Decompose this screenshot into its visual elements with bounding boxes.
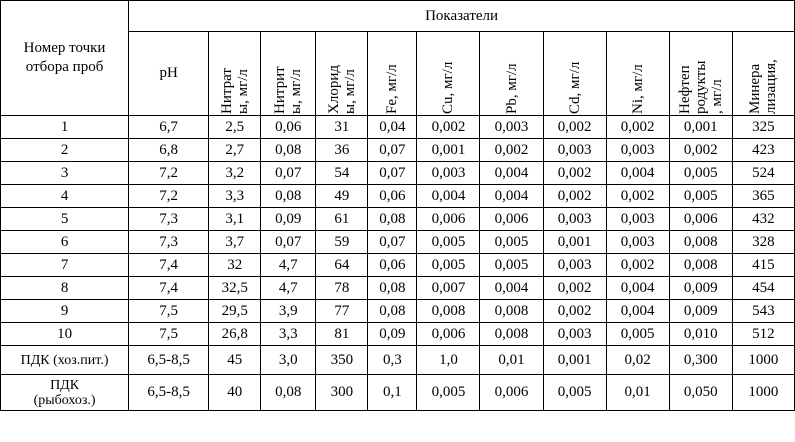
table-cell: 0,003 [417,162,480,185]
table-cell: 423 [732,139,794,162]
table-cell: 0,002 [417,116,480,139]
column-header-pb: Pb, мг/л [480,32,543,116]
table-cell: 3,3 [209,185,261,208]
table-cell: 524 [732,162,794,185]
pdk-cell: 1000 [732,375,794,411]
table-cell: 0,003 [543,139,606,162]
table-cell: 0,004 [606,300,669,323]
table-cell: 0,008 [669,254,732,277]
table-cell: 0,006 [417,323,480,346]
table-cell: 7,5 [129,323,209,346]
table-cell: 0,003 [480,116,543,139]
column-header-nitrites: Нитрит ы, мг/л [261,32,316,116]
table-cell: 543 [732,300,794,323]
table-cell: 64 [316,254,368,277]
column-header-nitrates: Нитрат ы, мг/л [209,32,261,116]
table-cell: 2,5 [209,116,261,139]
table-cell: 0,002 [543,116,606,139]
pdk-cell: 3,0 [261,346,316,375]
table-cell: 0,002 [669,139,732,162]
table-cell: 4,7 [261,254,316,277]
table-cell: 7,2 [129,185,209,208]
pdk-cell: 350 [316,346,368,375]
table-cell: 26,8 [209,323,261,346]
table-row [1,116,795,139]
table-cell: 61 [316,208,368,231]
table-cell: 0,003 [606,231,669,254]
table-cell: 0,003 [543,254,606,277]
table-cell: 4,7 [261,277,316,300]
table-cell: 0,002 [606,116,669,139]
column-header-oil-products: Нефтеп родукты , мг/л [669,32,732,116]
table-cell: 0,009 [669,300,732,323]
table-cell: 3,2 [209,162,261,185]
table-cell: 0,001 [417,139,480,162]
table-cell: 0,006 [417,208,480,231]
table-cell: 432 [732,208,794,231]
table-cell: 0,04 [368,116,417,139]
pdk-cell: 6,5-8,5 [129,375,209,411]
column-header-mineralization: Минера лизация, [732,32,794,116]
table-row [1,208,795,231]
pdk-cell: 0,3 [368,346,417,375]
table-cell: 0,010 [669,323,732,346]
table-cell: 7,2 [129,162,209,185]
table-row [1,185,795,208]
table-cell: 36 [316,139,368,162]
pdk-row [1,346,795,375]
table-cell: 77 [316,300,368,323]
table-row [1,277,795,300]
table-cell: 0,07 [368,231,417,254]
table-cell: 0,08 [368,208,417,231]
station-header: Номер точки отбора проб [1,1,129,116]
table-cell: 0,001 [543,231,606,254]
table-cell: 54 [316,162,368,185]
pdk-cell: 0,005 [543,375,606,411]
table-row [1,254,795,277]
table-cell: 0,06 [368,254,417,277]
table-cell: 0,09 [368,323,417,346]
table-cell: 0,002 [543,185,606,208]
table-cell: 0,003 [606,208,669,231]
table-row [1,231,795,254]
table-cell: 81 [316,323,368,346]
table-cell: 0,004 [480,277,543,300]
column-header-fe: Fe, мг/л [368,32,417,116]
column-header-chlorides: Хлорид ы, мг/л [316,32,368,116]
table-cell: 59 [316,231,368,254]
table-cell: 31 [316,116,368,139]
table-cell: 0,07 [368,162,417,185]
pdk-row [1,375,795,411]
table-row [1,162,795,185]
table-cell: 3,1 [209,208,261,231]
table-cell: 0,007 [417,277,480,300]
table-cell: 0,07 [368,139,417,162]
station-number: 2 [1,139,129,162]
table-cell: 0,004 [606,277,669,300]
table-cell: 0,08 [261,139,316,162]
table-cell: 0,005 [669,162,732,185]
table-cell: 0,005 [480,254,543,277]
table-cell: 0,008 [480,300,543,323]
table-cell: 0,08 [261,185,316,208]
pdk-label: ПДК (рыбохоз.) [1,375,129,411]
station-number: 1 [1,116,129,139]
table-cell: 0,08 [368,277,417,300]
table-cell: 78 [316,277,368,300]
table-row [1,139,795,162]
pdk-cell: 0,1 [368,375,417,411]
indicators-group-header: Показатели [129,1,795,32]
table-cell: 0,003 [543,323,606,346]
table-row [1,300,795,323]
column-header-cd: Cd, мг/л [543,32,606,116]
pdk-cell: 0,001 [543,346,606,375]
pdk-cell: 6,5-8,5 [129,346,209,375]
station-number: 3 [1,162,129,185]
table-cell: 3,7 [209,231,261,254]
table-cell: 0,002 [543,162,606,185]
table-cell: 454 [732,277,794,300]
table-cell: 0,008 [480,323,543,346]
pdk-cell: 1000 [732,346,794,375]
table-cell: 325 [732,116,794,139]
table-cell: 415 [732,254,794,277]
table-cell: 0,002 [543,277,606,300]
station-number: 7 [1,254,129,277]
station-number: 10 [1,323,129,346]
table-cell: 7,3 [129,231,209,254]
table-cell: 0,002 [606,254,669,277]
pdk-cell: 0,006 [480,375,543,411]
pdk-cell: 0,050 [669,375,732,411]
table-cell: 0,005 [480,231,543,254]
table-cell: 328 [732,231,794,254]
table-cell: 7,5 [129,300,209,323]
table-cell: 3,3 [261,323,316,346]
pdk-cell: 0,02 [606,346,669,375]
table-cell: 0,07 [261,231,316,254]
table-cell: 2,7 [209,139,261,162]
table-cell: 0,06 [261,116,316,139]
table-cell: 29,5 [209,300,261,323]
table-cell: 0,06 [368,185,417,208]
table-cell: 0,005 [669,185,732,208]
table-cell: 0,005 [417,231,480,254]
table-cell: 32,5 [209,277,261,300]
table-cell: 0,005 [606,323,669,346]
table-cell: 7,4 [129,254,209,277]
pdk-label: ПДК (хоз.пит.) [1,346,129,375]
table-cell: 0,09 [261,208,316,231]
column-header-ph: pH [129,32,209,116]
pdk-cell: 0,01 [606,375,669,411]
table-cell: 0,009 [669,277,732,300]
table-cell: 0,002 [543,300,606,323]
pdk-cell: 0,08 [261,375,316,411]
table-cell: 0,006 [480,208,543,231]
table-cell: 0,003 [606,139,669,162]
table-cell: 0,004 [417,185,480,208]
table-cell: 0,004 [480,185,543,208]
table-cell: 0,004 [606,162,669,185]
station-number: 8 [1,277,129,300]
table-cell: 3,9 [261,300,316,323]
table-cell: 0,003 [543,208,606,231]
station-number: 6 [1,231,129,254]
table-cell: 0,008 [669,231,732,254]
table-cell: 6,7 [129,116,209,139]
table-cell: 0,07 [261,162,316,185]
table-cell: 0,002 [606,185,669,208]
table-cell: 7,3 [129,208,209,231]
table-cell: 0,001 [669,116,732,139]
station-number: 5 [1,208,129,231]
table-cell: 32 [209,254,261,277]
table-cell: 7,4 [129,277,209,300]
table-cell: 0,006 [669,208,732,231]
column-header-cu: Cu, мг/л [417,32,480,116]
station-number: 9 [1,300,129,323]
table-cell: 0,005 [417,254,480,277]
pdk-cell: 0,005 [417,375,480,411]
table-cell: 6,8 [129,139,209,162]
pdk-cell: 1,0 [417,346,480,375]
pdk-cell: 0,01 [480,346,543,375]
table-cell: 0,004 [480,162,543,185]
table-row [1,323,795,346]
pdk-cell: 40 [209,375,261,411]
table-cell: 0,08 [368,300,417,323]
table-cell: 365 [732,185,794,208]
pdk-cell: 0,300 [669,346,732,375]
table-cell: 49 [316,185,368,208]
pdk-cell: 45 [209,346,261,375]
column-header-ni: Ni, мг/л [606,32,669,116]
table-cell: 0,008 [417,300,480,323]
pdk-cell: 300 [316,375,368,411]
table-cell: 512 [732,323,794,346]
station-number: 4 [1,185,129,208]
table-cell: 0,002 [480,139,543,162]
